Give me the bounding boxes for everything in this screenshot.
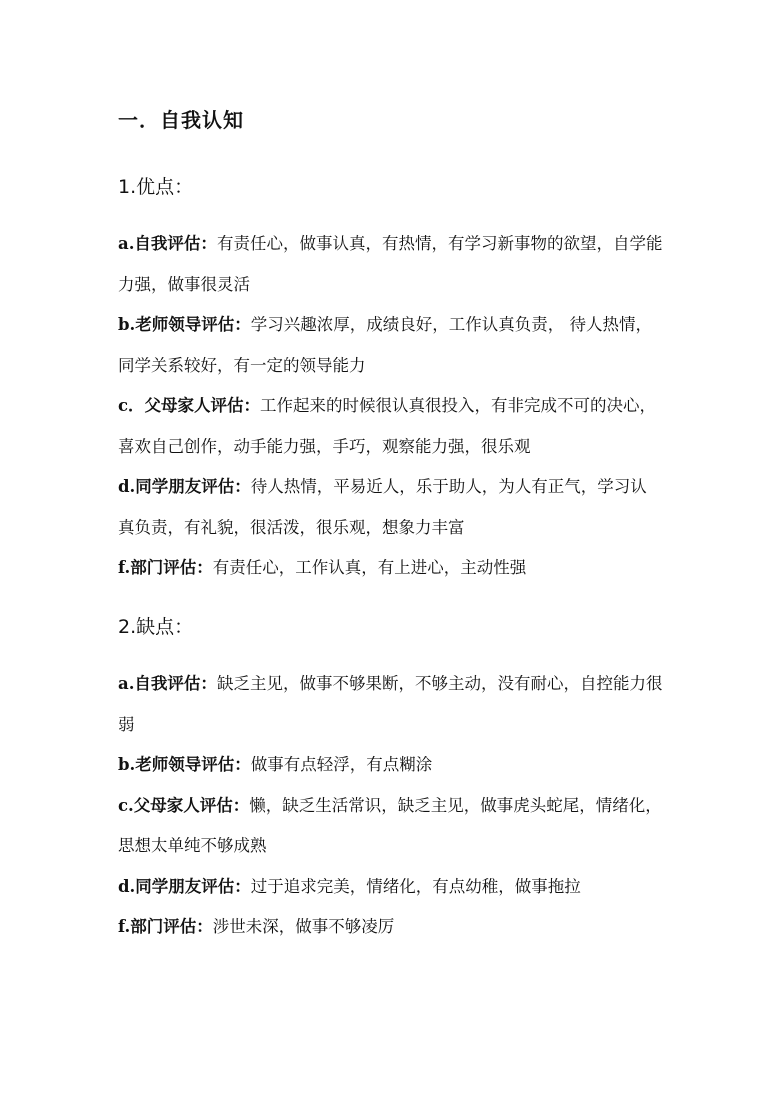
strength-item-friends: [118, 467, 663, 548]
weakness-text-teacher: 做事有点轻浮，有点糊涂: [250, 755, 433, 774]
strengths-list: [118, 224, 663, 589]
weakness-item-self: [118, 664, 663, 745]
strength-item-self: [118, 224, 663, 305]
strength-label-teacher: b.老师领导评估：: [118, 315, 251, 334]
weakness-item-department: [118, 907, 663, 948]
strength-text-friends: 待人热情，平易近人，乐于助人，为人有正气，学习认真负责，有礼貌，很活泼，很乐观，想象力丰富: [118, 477, 647, 537]
strengths-heading: 1.优点：: [118, 176, 194, 198]
weakness-label-family: c.父母家人评估：: [118, 795, 250, 815]
weaknesses-list: [118, 664, 663, 948]
weakness-label-department: f.部门评估：: [118, 917, 213, 936]
weakness-text-friends: 过于追求完美，情绪化，有点幼稚，做事拖拉: [250, 876, 581, 896]
strength-label-department: f.部门评估：: [118, 558, 213, 577]
weakness-label-teacher: b.老师领导评估：: [118, 755, 251, 774]
weakness-item-teacher: [118, 745, 663, 786]
section-heading: 一．自我认知: [118, 108, 244, 132]
weaknesses-heading: 2.缺点：: [118, 616, 194, 638]
weakness-text-department: 涉世未深，做事不够凌厉: [212, 917, 395, 936]
weakness-text-family: 懒，缺乏生活常识，缺乏主见，做事虎头蛇尾，情绪化，思想太单纯不够成熟: [118, 795, 662, 855]
strength-text-teacher: 学习兴趣浓厚，成绩良好，工作认真负责， 待人热情，同学关系较好，有一定的领导能力: [118, 315, 653, 375]
strength-label-self: a.自我评估：: [118, 234, 217, 253]
weakness-text-self: 缺乏主见，做事不够果断，不够主动，没有耐心，自控能力很弱: [118, 674, 663, 734]
strength-label-family: c．父母家人评估：: [118, 396, 261, 415]
weakness-label-friends: d.同学朋友评估：: [118, 876, 251, 896]
strength-text-department: 有责任心，工作认真，有上进心，主动性强: [212, 558, 527, 577]
strength-text-self: 有责任心，做事认真，有热情，有学习新事物的欲望，自学能力强，做事很灵活: [118, 234, 663, 294]
strength-text-family: 工作起来的时候很认真很投入，有非完成不可的决心，喜欢自己创作，动手能力强，手巧，观察能力强，很乐观: [118, 396, 657, 456]
strength-label-friends: d.同学朋友评估：: [118, 477, 251, 496]
weakness-item-friends: [118, 867, 663, 908]
weakness-label-self: a.自我评估：: [118, 674, 217, 693]
weakness-item-family: [118, 786, 663, 867]
strength-item-family: [118, 386, 663, 467]
strength-item-teacher: [118, 305, 663, 386]
strength-item-department: [118, 548, 663, 589]
